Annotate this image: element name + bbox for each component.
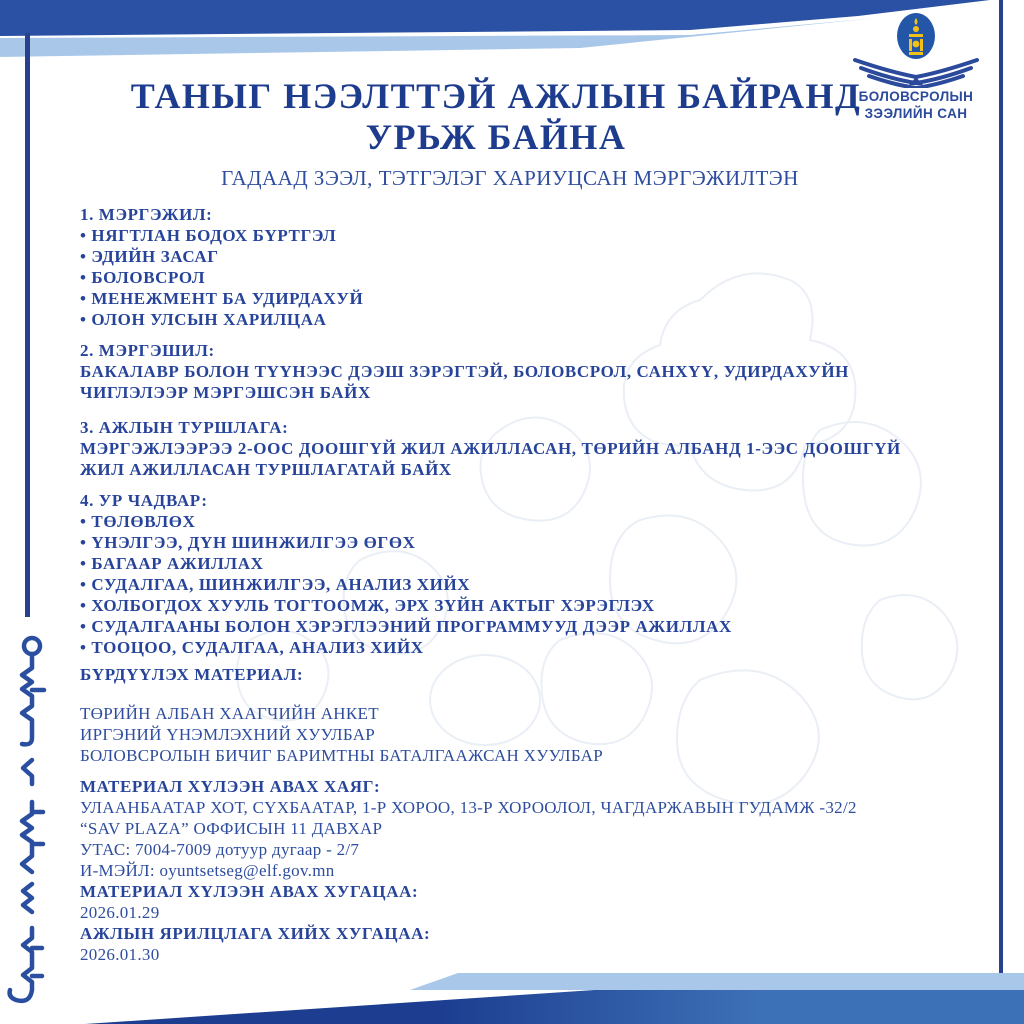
list-item: • БОЛОВСРОЛ (80, 268, 206, 287)
email-line: И-МЭЙЛ: oyuntsetseg@elf.gov.mn (80, 861, 335, 880)
section-qualification (80, 340, 925, 403)
section-heading: 3. АЖЛЫН ТУРШЛАГА: (80, 418, 289, 437)
list-item: ТӨРИЙН АЛБАН ХААГЧИЙН АНКЕТ (80, 704, 379, 723)
left-vertical-rule (25, 33, 30, 617)
list-item: • БАГААР АЖИЛЛАХ (80, 554, 264, 573)
section-experience (80, 417, 925, 480)
phone-line: УТАС: 7004-7009 дотуур дугаар - 2/7 (80, 840, 360, 859)
list-item: • НЯГТЛАН БОДОХ БҮРТГЭЛ (80, 226, 337, 245)
section-profession (80, 204, 925, 330)
section-heading: БҮРДҮҮЛЭХ МАТЕРИАЛ: (80, 665, 304, 684)
section-skills (80, 490, 925, 658)
logo-name-line2: ЗЭЭЛИЙН САН (864, 106, 968, 121)
interview-date: 2026.01.30 (80, 945, 160, 964)
section-heading: АЖЛЫН ЯРИЛЦЛАГА ХИЙХ ХУГАЦАА: (80, 924, 431, 943)
list-item: • СУДАЛГАА, ШИНЖИЛГЭЭ, АНАЛИЗ ХИЙХ (80, 575, 471, 594)
footer-ribbon (0, 960, 1024, 1024)
deadline-date: 2026.01.29 (80, 903, 160, 922)
list-item: • СУДАЛГААНЫ БОЛОН ХЭРЭГЛЭЭНИЙ ПРОГРАММУУД ДЭЭР АЖИЛЛАХ (80, 617, 732, 636)
page-title (70, 76, 922, 158)
list-item: БОЛОВСРОЛЫН БИЧИГ БАРИМТНЫ БАТАЛГААЖСАН ХУУЛБАР (80, 746, 604, 765)
list-item: • ОЛОН УЛСЫН ХАРИЛЦАА (80, 310, 327, 329)
address-line: “SAV PLAZA” ОФФИСЫН 11 ДАВХАР (80, 819, 383, 838)
materials-list (80, 703, 925, 766)
address-line: УЛААНБААТАР ХОТ, СҮХБААТАР, 1-Р ХОРОО, 13-Р ХОРООЛОЛ, ЧАГДАРЖАВЫН ГУДАМЖ -32/2 (80, 798, 857, 817)
list-item: • ХОЛБОГДОХ ХУУЛЬ ТОГТООМЖ, ЭРХ ЗҮЙН АКТЫГ ХЭРЭГЛЭХ (80, 596, 655, 615)
list-item: • ЭДИЙН ЗАСАГ (80, 247, 219, 266)
section-body: МЭРГЭЖЛЭЭРЭЭ 2-ООС ДООШГҮЙ ЖИЛ АЖИЛЛАСАН, ТӨРИЙН АЛБАНД 1-ЭЭС ДООШГҮЙ ЖИЛ АЖИЛЛАСАН ТУРШЛАГАТАЙ БАЙХ (80, 439, 901, 479)
body-content (80, 204, 925, 965)
section-materials (80, 664, 925, 766)
right-vertical-rule (999, 0, 1003, 973)
section-body: БАКАЛАВР БОЛОН ТҮҮНЭЭС ДЭЭШ ЗЭРЭГТЭЙ, БОЛОВСРОЛ, САНХҮҮ, УДИРДАХУЙН ЧИГЛЭЛЭЭР МЭРГЭШСЭН БАЙХ (80, 362, 850, 402)
title-line-1: ТАНЫГ НЭЭЛТТЭЙ АЖЛЫН БАЙРАНД (130, 76, 862, 116)
section-heading: 4. УР ЧАДВАР: (80, 491, 208, 510)
section-heading: МАТЕРИАЛ ХҮЛЭЭН АВАХ ХУГАЦАА: (80, 882, 419, 901)
logo-name-line1: БОЛОВСРОЛЫН (858, 89, 974, 104)
section-contact (80, 776, 925, 881)
section-heading: 1. МЭРГЭЖИЛ: (80, 205, 213, 224)
list-item: • МЕНЕЖМЕНТ БА УДИРДАХУЙ (80, 289, 364, 308)
mongolian-script-icon (4, 632, 62, 1012)
list-item: ИРГЭНИЙ ҮНЭМЛЭХНИЙ ХУУЛБАР (80, 725, 376, 744)
position-subtitle: ГАДААД ЗЭЭЛ, ТЭТГЭЛЭГ ХАРИУЦСАН МЭРГЭЖИЛТЭН (221, 166, 799, 190)
list-item: • ТООЦОО, СУДАЛГАА, АНАЛИЗ ХИЙХ (80, 638, 424, 657)
list-item: • ҮНЭЛГЭЭ, ДҮН ШИНЖИЛГЭЭ ӨГӨХ (80, 533, 416, 552)
section-heading: МАТЕРИАЛ ХҮЛЭЭН АВАХ ХАЯГ: (80, 777, 381, 796)
title-line-2: УРЬЖ БАЙНА (365, 117, 627, 157)
list-item: • ТӨЛӨВЛӨХ (80, 512, 196, 531)
section-heading: 2. МЭРГЭШИЛ: (80, 341, 215, 360)
section-interview (80, 923, 925, 965)
section-deadline (80, 881, 925, 923)
